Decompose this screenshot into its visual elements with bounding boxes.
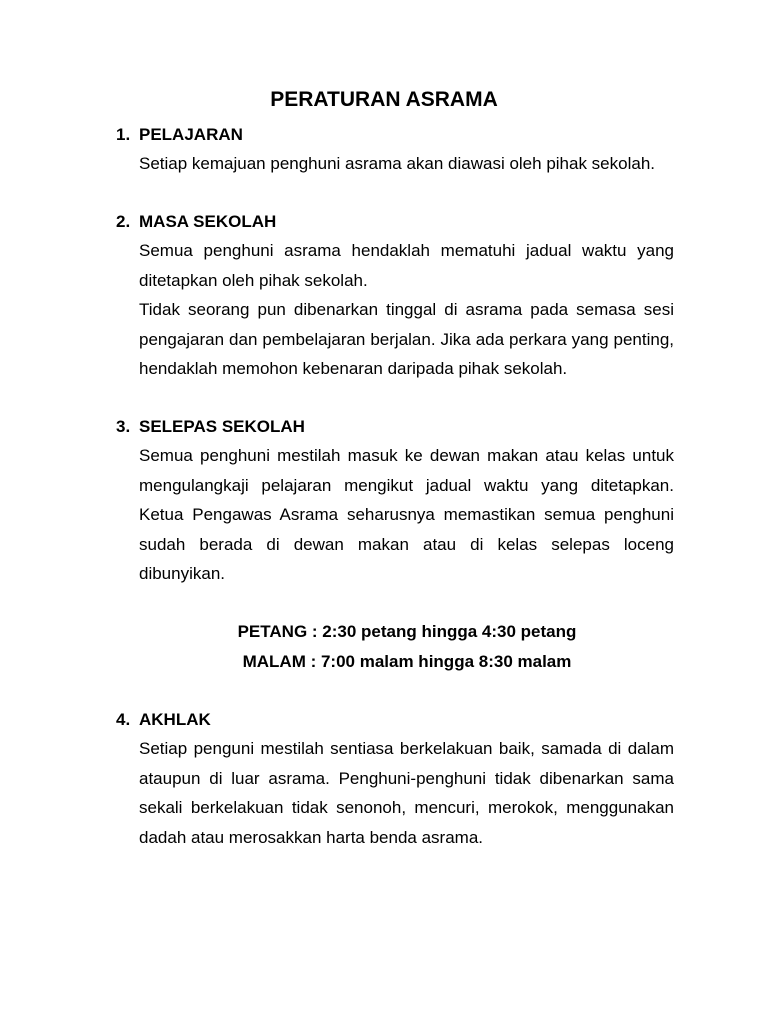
rule-section-akhlak: [0, 705, 768, 852]
section-heading: [0, 705, 768, 734]
rules-list: [0, 120, 768, 881]
section-heading: [0, 120, 768, 149]
section-title: AKHLAK: [139, 710, 211, 730]
section-number: 2.: [116, 212, 131, 232]
section-paragraph: Semua penghuni asrama hendaklah mematuhi jadual waktu yang ditetapkan oleh pihak sekolah.: [139, 241, 674, 290]
section-paragraph: Tidak seorang pun dibenarkan tinggal di asrama pada semasa sesi pengajaran dan pembelajaran berjalan. Jika ada perkara yang penting, hendaklah memohon kebenaran daripada pihak sekolah.: [139, 300, 674, 379]
section-paragraph: Semua penghuni mestilah masuk ke dewan makan atau kelas untuk mengulangkaji pelajaran mengikut jadual waktu yang ditetapkan. Ketua Pengawas Asrama seharusnya memastikan semua penghuni sudah berada di dewan makan atau di kelas selepas loceng dibunyikan.: [139, 446, 674, 584]
rule-section-selepas-sekolah: [0, 412, 768, 676]
schedule-petang: PETANG : 2:30 petang hingga 4:30 petang: [237, 622, 577, 642]
section-paragraph: Setiap penguni mestilah sentiasa berkelakuan baik, samada di dalam ataupun di luar asrama. Penghuni-penghuni tidak dibenarkan sama sekali berkelakuan tidak senonoh, mencuri, merokok, menggunakan dadah atau merosakkan harta benda asrama.: [139, 739, 674, 847]
section-heading: [0, 207, 768, 236]
section-number: 4.: [116, 710, 131, 730]
section-number: 3.: [116, 417, 131, 437]
document-title: PERATURAN ASRAMA: [270, 88, 498, 111]
section-title: MASA SEKOLAH: [139, 212, 277, 232]
section-title: SELEPAS SEKOLAH: [139, 417, 305, 437]
study-schedule: [46, 617, 768, 676]
section-title: PELAJARAN: [139, 125, 243, 144]
section-paragraph: Setiap kemajuan penghuni asrama akan diawasi oleh pihak sekolah.: [139, 154, 656, 173]
rule-section-pelajaran: [0, 120, 768, 178]
section-number: 1.: [116, 125, 131, 144]
rule-section-masa-sekolah: [0, 207, 768, 383]
section-heading: [0, 412, 768, 441]
schedule-malam: MALAM : 7:00 malam hingga 8:30 malam: [242, 651, 572, 671]
